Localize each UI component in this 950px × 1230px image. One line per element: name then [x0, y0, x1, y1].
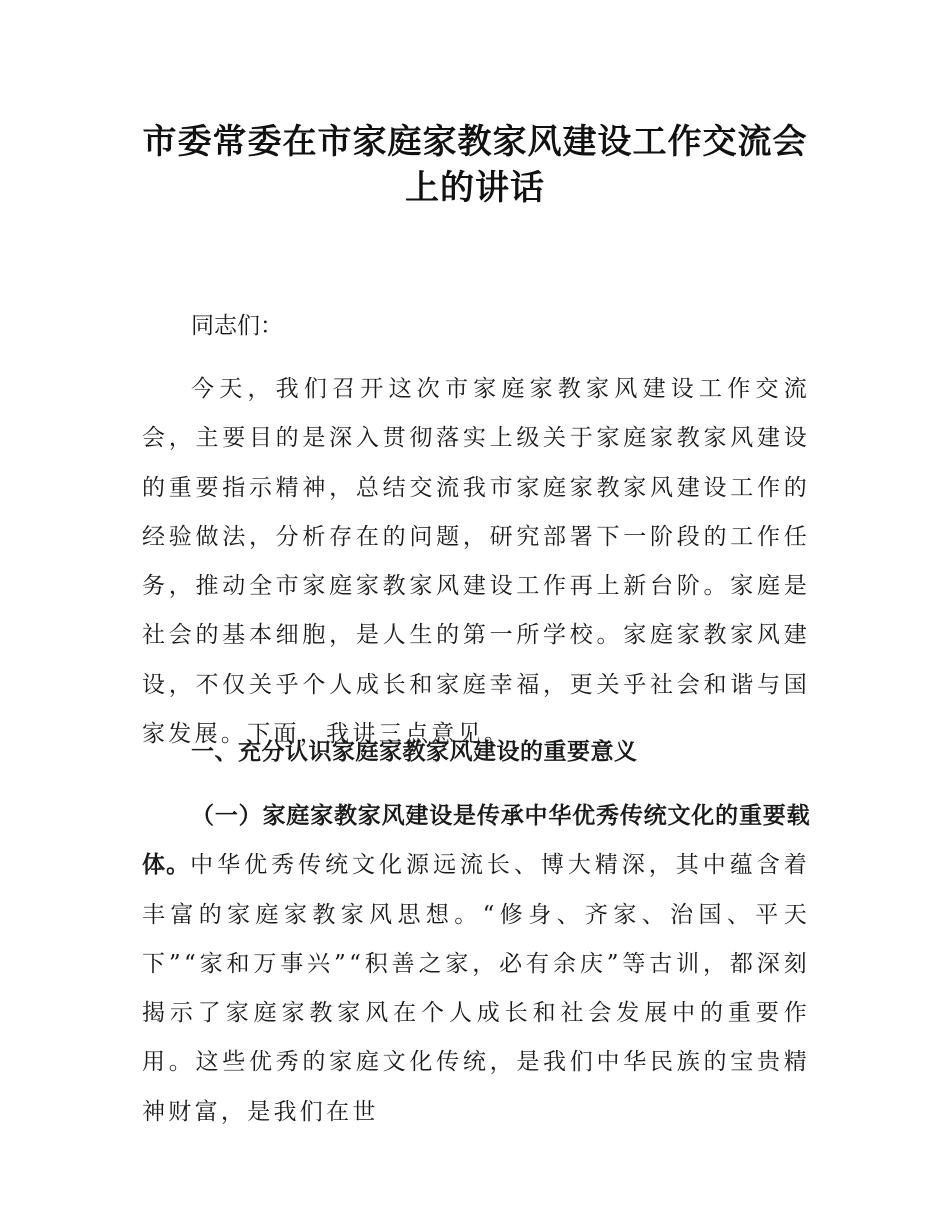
subsection-heading-1: （一）家庭家教家风建设是传承中华优秀传统文化的重要载体。	[142, 803, 810, 879]
subsection-1-body: 中华优秀传统文化源远流长、博大精深，其中蕴含着丰富的家庭家教家风思想。“修身、齐家、治国、平天下”“家和万事兴”“积善之家，必有余庆”等古训，都深刻揭示了家庭家教家风在个人成长和社会发展中的重要作用。这些优秀的家庭文化传统，是我们中华民族的宝贵精神财富，是我们在世	[142, 852, 810, 1125]
section-1-paragraph-1	[142, 792, 810, 1137]
section-heading-1: 一、充分认识家庭家教家风建设的重要意义	[191, 739, 638, 765]
opening-paragraph: 今天，我们召开这次市家庭家教家风建设工作交流会，主要目的是深入贯彻落实上级关于家庭家教家风建设的重要指示精神，总结交流我市家庭家教家风建设工作的经验做法，分析存在的问题，研究部署下一阶段的工作任务，推动全市家庭家教家风建设工作再上新台阶。家庭是社会的基本细胞，是人生的第一所学校。家庭家教家风建设，不仅关乎个人成长和家庭幸福，更关乎社会和谐与国家发展。下面，我讲三点意见。	[142, 376, 810, 748]
salutation: 同志们：	[191, 313, 283, 339]
document-title-line-1: 市委常委在市家庭家教家风建设工作交流会	[142, 122, 808, 162]
document-title-line-2: 上的讲话	[405, 168, 545, 208]
